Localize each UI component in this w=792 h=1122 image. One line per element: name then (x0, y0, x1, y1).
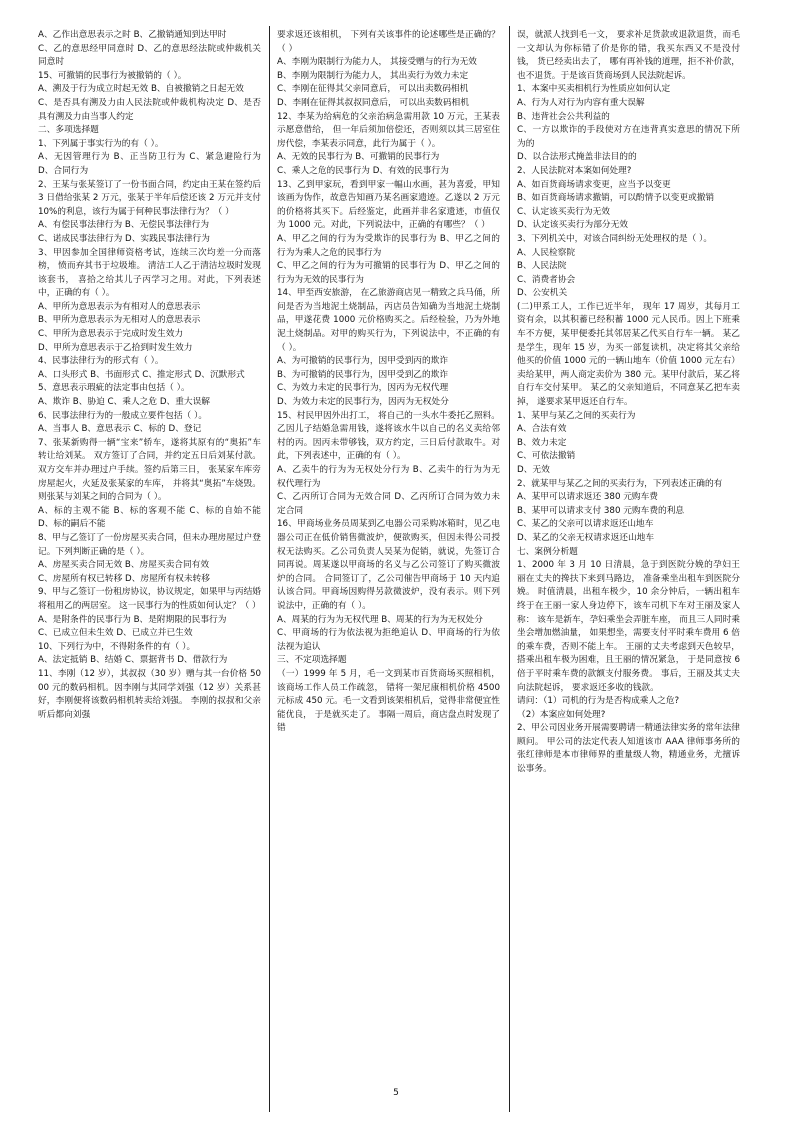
text-line: C、乙的意思经甲同意时 D、乙的意思经法院或仲裁机关同意时 (38, 43, 261, 68)
text-line: 14、甲至西安旅游， 在乙旅游商店见一精致之兵马俑，所问是否为当地泥土烧制品，丙店员告知确为当地泥土烧制品，甲遂花费 1000 元价格购买之。后经检验，乃为外地泥土烧制品。对甲的购买行为，下列说法中，不正确的有（ ）。 (277, 288, 500, 353)
text-line: B、为可撤销的民事行为，因甲受到乙的欺诈 (277, 369, 449, 380)
text-line: 16、甲商场业务员周某到乙电器公司采购冰箱时，见乙电器公司正在低价销售微波炉，便欲购买，但因未得公司授权无法购买。乙公司负责人吴某为促销，就说，先签订合同再说。周某遂以甲商场的名义与乙公司签订了购买微波炉的合同。 合同签订了，乙公司催告甲商场于 10 天内追认该合同。甲商场因购得另款微波炉，没有表示。则下列说法中，正确的有（ ）。 (277, 519, 500, 611)
text-line: A、无效的民事行为 B、可撤销的民事行为 (277, 152, 440, 163)
text-line: C、是否具有溯及力由人民法院或仲裁机构决定 D、是否具有溯及力由当事人约定 (38, 97, 261, 122)
text-line: C、李刚在征得其父亲同意后， 可以出卖数码相机 (277, 84, 469, 95)
text-line: A、合法有效 (517, 424, 567, 435)
text-line: 三、不定项选择题 (277, 655, 347, 666)
text-line: 1、下列属于事实行为的有（ ）。 (38, 138, 164, 149)
text-line: 误，就派人找到毛一文， 要求补足货款或退款退货，而毛一文却认为你标错了价是你的错，我买东西又不是没付钱， 货已经卖出去了， 哪有再补钱的道理，拒不补价款，也不退货。于是该百货商场到人民法院起诉。 (517, 30, 740, 81)
text-line: A、法定抵销 B、结婚 C、票据背书 D、借款行为 (38, 655, 228, 666)
text-line: D、某乙的父亲无权请求返还山地车 (517, 532, 655, 543)
text-line: 10、下列行为中，不得附条件的有（ ）。 (38, 641, 196, 652)
text-line: 5、意思表示瑕疵的法定事由包括（ ）。 (38, 383, 190, 394)
page-number: 5 (393, 1088, 399, 1098)
text-line: 6、民事法律行为的一般成立要件包括（ ）。 (38, 410, 208, 421)
text-line: C、一方以欺诈的手段使对方在违背真实意思的情况下所为的 (517, 125, 740, 149)
text-column-middle (272, 26, 504, 1106)
text-line: C、乙丙所订合同为无效合同 D、乙丙所订合同为效力未定合同 (277, 492, 500, 516)
text-line: C、乘人之危的民事行为 D、有效的民事行为 (277, 165, 449, 176)
text-line: C、为效力未定的民事行为，因丙为无权代理 (277, 383, 449, 394)
text-column-left (33, 26, 265, 1106)
text-line: A、甲乙之间的行为为受欺诈的民事行为 B、甲乙之间的行为为乘人之危的民事行为 (277, 233, 500, 258)
text-line: 3、甲因参加全国律师资格考试，连续三次均差一分而落榜， 愤而弃其书于垃圾堆。 清洁工人乙于清洁垃圾时发现该套书， 喜拾之给其儿子丙学习之用。对此，下列表述中，正确的有（ ）。 (38, 247, 261, 299)
text-line: 15、可撤销的民事行为被撤销的（ ）。 (38, 70, 187, 81)
text-line: 2、人民法院对本案如何处理? (517, 165, 632, 176)
text-line: 12、李某为给病危的父亲治病急需用款 10 万元，王某表示愿意借给， 但一年后须加倍偿还，否则须以其三居室住房代偿，李某表示同意，此行为属于（ ）。 (277, 111, 500, 149)
text-line: 11、李刚（12 岁），其叔叔（30 岁）赠与其一台价格 5000 元的数码相机。因李刚与其同学刘强（12 岁）关系甚好，李刚便将该数码相机转卖给刘强。 李刚的叔叔和父亲听后都向刘强 (38, 668, 261, 720)
text-line: A、欺诈 B、胁迫 C、乘人之危 D、重大误解 (38, 397, 210, 408)
text-line: 二、多项选择题 (38, 125, 99, 136)
text-line: 七、案例分析题 (517, 546, 578, 557)
text-line: D、以合法形式掩盖非法目的的 (517, 152, 637, 163)
text-line: D、为效力未定的民事行为，因丙为无权处分 (277, 397, 449, 408)
text-line: B、人民法院 (517, 261, 567, 272)
column-divider (509, 26, 510, 1112)
text-line: 8、甲与乙签订了一份房屋买卖合同，但未办理房屋过户登记。下列判断正确的是（ ）。 (38, 532, 261, 557)
text-line: A、如百货商场请求变更，应当予以变更 (517, 179, 671, 190)
text-line: D、无效 (517, 465, 550, 475)
text-line: 13、乙到甲家玩，看到甲家一幅山水画，甚为喜爱，甲知该画为伪作，故意告知画乃某名画家遗迹。乙遂以 2 万元的价格将其买下。后经鉴定，此画并非名家遗迹，市值仅为 1000 元。对此，下列说法中，正确的有哪些？（ ） (277, 179, 500, 231)
text-line: D、李刚在征得其叔叔同意后， 可以出卖数码相机 (277, 97, 469, 108)
text-line: C、诺成民事法律行为 D、实践民事法律行为 (38, 233, 210, 244)
document-page (33, 26, 759, 1106)
text-column-right (512, 26, 744, 1106)
text-line: A、标的主观不能 B、标的客观不能 C、标的自始不能 D、标的嗣后不能 (38, 505, 261, 530)
text-line: 15、村民甲因外出打工， 将自己的一头水牛委托乙照料。 乙因儿子结婚急需用钱，遂将该水牛以自己的名义卖给邻村的丙。因丙未带够钱，双方约定，三日后付款取牛。对此，下列表述中，正确的有（ ）。 (277, 410, 500, 462)
text-line: C、甲乙之间的行为为可撤销的民事行为 D、甲乙之间的行为为无效的民事行为 (277, 261, 500, 285)
text-line: 要求返还该相机， 下列有关该事件的论述哪些是正确的？（ ） (277, 30, 500, 54)
text-line: 2、王某与张某签订了一份书面合同，约定由王某在签约后 3 日借给张某 2 万元，张某于半年后偿还该 2 万元并支付 10%的利息，该行为属于何种民事法律行为？（ ） (38, 179, 261, 217)
text-line: A、周某的行为为无权代理 B、周某的行为为无权处分 (277, 614, 483, 625)
text-line: B、某甲可以请求支付 380 元购车费的利息 (517, 505, 685, 516)
text-line: A、无因管理行为 B、正当防卫行为 C、紧急避险行为 D、合同行为 (38, 152, 261, 176)
text-line: 2、甲公司因业务开展需要聘请一精通法律实务的常年法律顾问。 甲公司的法定代表人知道该市 AAA 律师事务所的张红律师是本市律师界的重量级人物，精通业务，尤擅诉讼事务。 (517, 723, 740, 775)
text-line: 4、民事法律行为的形式有（ ）。 (38, 356, 164, 367)
text-line: A、甲所为意思表示为有相对人的意思表示 (38, 301, 201, 312)
text-line: B、李刚为限制行为能力人， 其出卖行为效力未定 (277, 70, 469, 81)
text-line: A、乙卖牛的行为为无权处分行为 B、乙卖牛的行为为无权代理行为 (277, 465, 500, 489)
text-line: C、消费者协会 (517, 274, 576, 285)
text-line: A、溯及于行为成立时起无效 B、自被撤销之日起无效 (38, 84, 244, 95)
text-line: A、乙作出意思表示之时 B、乙撤销通知到达甲时 (38, 30, 227, 40)
text-line: D、公安机关 (517, 288, 568, 299)
text-line: D、甲所为意思表示于乙拾到时发生效力 (38, 342, 193, 353)
text-line: A、某甲可以请求返还 380 元购车费 (517, 492, 658, 503)
text-line: 7、张某新购得一辆“宝来”轿车，遂将其原有的“奥拓”车转让给刘某。 双方签订了合同，并约定五日后刘某付款。 双方交车并办理过户手续。签约后第三日， 张某家车库旁房屋起火，火延及张某家的车库， 并将其“奥拓”车烧毁。则张某与刘某之间的合同为（ ）。 (38, 437, 261, 503)
text-line: B、甲所为意思表示为无相对人的意思表示 (38, 315, 201, 326)
text-line: C、甲所为意思表示于完成时发生效力 (38, 329, 184, 340)
text-line: B、如百货商场请求撤销，可以酌情予以变更或撤销 (517, 193, 715, 204)
text-line: C、某乙的父亲可以请求返还山地车 (517, 519, 654, 530)
text-line: A、有偿民事法律行为 B、无偿民事法律行为 (38, 220, 210, 231)
text-line: （2）本案应如何处理? (517, 709, 606, 720)
text-line: 9、甲与乙签订一份租房协议，协议规定，如果甲与丙结婚将租用乙的两居室。 这一民事行为的性质如何认定？（ ） (38, 587, 261, 611)
text-line: B、违背社会公共利益的 (517, 111, 610, 122)
text-line: C、房屋所有权已转移 D、房屋所有权未转移 (38, 573, 210, 584)
text-line: A、是附条件的民事行为 B、是附期限的民事行为 (38, 614, 227, 625)
text-line: C、认定该买卖行为无效 (517, 206, 610, 217)
text-line: A、房屋买卖合同无效 B、房屋买卖合同有效 (38, 560, 210, 571)
text-line: C、已成立但未生效 D、已成立并已生效 (38, 628, 193, 639)
text-line: A、行为人对行为内容有重大误解 (517, 97, 645, 108)
text-line: A、人民检察院 (517, 247, 576, 258)
text-line: 1、某甲与某乙之间的买卖行为 (517, 410, 636, 421)
text-line: (二)甲系工人，工作已近半年， 现年 17 周岁，其每月工资有余，以其积蓄已经积蓄 1000 元人民币。因上下班乘车不方便，某甲便委托其邻居某乙代买自行车一辆。 某乙是学生，现年 15 岁，为买一部复读机，决定将其父亲给他买的价值 1000 元的一辆山地车（价值 1000 元左右）卖给某甲，两人商定卖价为 380 元。某甲付款后，某乙将自行车交付某甲。 某乙的父亲知道后，不同意某乙把车卖掉， 遂要求某甲返还自行车。 (517, 301, 740, 408)
text-line: 1、2000 年 3 月 10 日清晨，急于到医院分娩的孕妇王丽在丈夫的搀扶下来到马路边， 准备乘坐出租车到医院分娩。 时值清晨，出租车极少，10 余分钟后，一辆出租车终于在王丽一家人身边停下，该车司机下车对王丽及家人称： 该车是新车，孕妇乘坐会弄脏车座， 而且三人同时乘坐会增加燃油量， 如果想坐，需要支付平时乘车费用 6 倍的乘车费，否则不能上车。 王丽的丈夫考虑到天色较早，搭乘出租车极为困难，且王丽的情况紧急， 于是同意按 6 倍于平时乘车费的款额支付服务费。 事后，王丽及其丈夫向法院起诉， 要求返还多收的钱款。 (517, 560, 740, 693)
text-line: D、认定该买卖行为部分无效 (517, 220, 628, 231)
text-line: A、口头形式 B、书面形式 C、推定形式 D、沉默形式 (38, 369, 245, 380)
text-line: A、为可撤销的民事行为，因甲受到丙的欺诈 (277, 356, 449, 367)
text-line: B、效力未定 (517, 437, 567, 448)
text-line: 1、本案中买卖相机行为性质应如何认定 (517, 84, 671, 95)
text-line: （一）1999 年 5 月，毛一文到某市百货商场买照相机，该商场工作人员工作疏忽， 错将一架尼康相机价格 4500 元标成 450 元。毛一文看到该架相机后，觉得非常便宜性能优良， 于是就买走了。 事隔一周后，商店盘点时发现了错 (277, 668, 500, 734)
text-line: 2、就某甲与某乙之间的买卖行为，下列表述正确的有 (517, 478, 723, 489)
text-line: 3、下列机关中，对该合同纠纷无处理权的是（ ）。 (517, 233, 713, 244)
column-divider (269, 26, 270, 1112)
text-line: C、甲商场的行为依法视为拒绝追认 D、甲商场的行为依法视为追认 (277, 628, 500, 652)
text-line: 请问：（1）司机的行为是否构成乘人之危? (517, 696, 680, 707)
text-line: A、李刚为限制行为能力人， 其接受赠与的行为无效 (277, 57, 477, 68)
text-line: A、当事人 B、意思表示 C、标的 D、登记 (38, 424, 202, 435)
text-line: C、可依法撤销 (517, 451, 576, 462)
